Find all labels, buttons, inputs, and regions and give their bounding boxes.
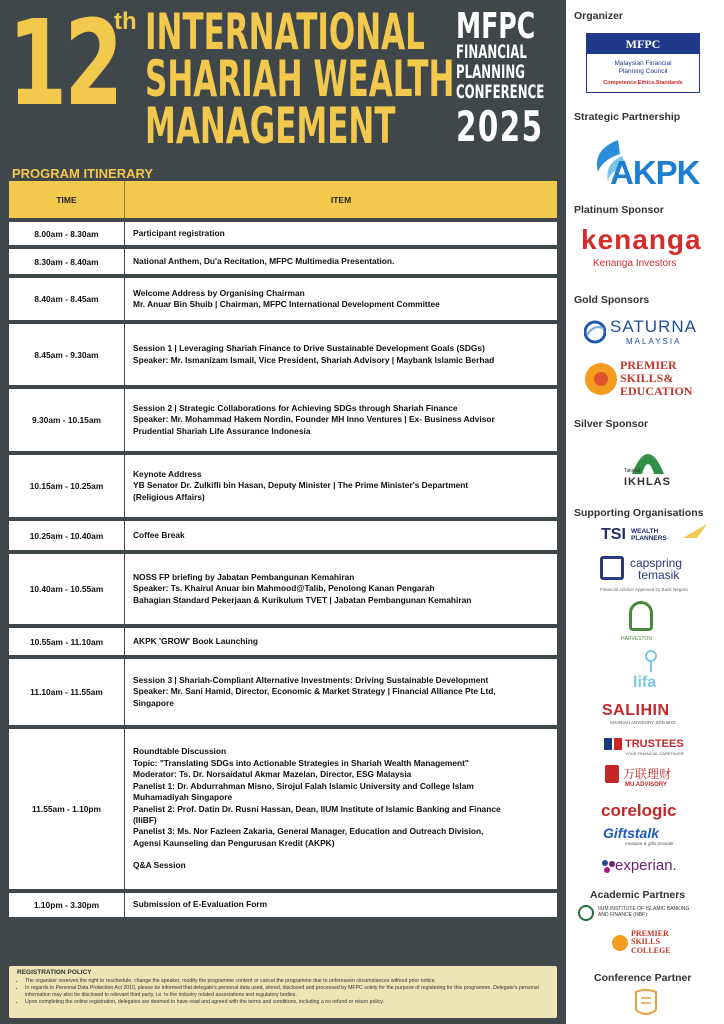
row-item-line: Speaker: Mr. Sani Hamid, Director, Economic & Market Strategy | Financial Alliance Pte Ltd, — [133, 686, 496, 697]
tsi-text: TSI — [601, 526, 626, 543]
conference-partner-logo — [633, 988, 659, 1018]
corelogic-logo: corelogic — [601, 801, 677, 820]
capspring-logo — [600, 556, 712, 596]
row-item — [125, 389, 557, 451]
policy-item: • The organizer reserves the right to reschedule, change the speaker, modify the programme content or cancel the programme due to unforeseen circumstances without prior notice. — [25, 978, 549, 985]
mfpc-tagline: Competence.Ethics.Standards — [603, 79, 683, 86]
salihin-text: SALIHIN — [602, 702, 670, 719]
row-item-line: Muhamadiyah Singapore — [133, 792, 233, 803]
row-item-line: Topic: "Translating SDGs into Actionable Strategies in Shariah Wealth Management" — [133, 757, 469, 768]
row-item — [125, 278, 557, 320]
row-item-line: Speaker: Ts. Khairul Anuar bin Mahmood@Talib, Penolong Kanan Pengarah — [133, 583, 435, 594]
row-item — [125, 554, 557, 624]
title-line-2: SHARIAH WEALTH — [145, 50, 455, 108]
kenanga-text: kenanga — [581, 224, 702, 255]
giftstalk-sub: measure & gifts provider — [625, 841, 674, 846]
row-item-line: Panelist 3: Ms. Nor Fazleen Zakaria, General Manager, Education and Outreach Division, — [133, 826, 484, 837]
kenanga-logo — [581, 224, 711, 269]
iium-emblem-icon — [578, 905, 594, 921]
trustees-logo — [603, 736, 703, 758]
row-item-line: Session 3 | Shariah-Compliant Alternative Investments: Driving Sustainable Development — [133, 674, 489, 685]
mfpc-logo-line-2: Planning Council — [618, 68, 668, 76]
edition-number: 12 — [8, 0, 121, 132]
itinerary-table — [9, 181, 557, 917]
giftstalk-text: Giftstalk — [603, 825, 660, 841]
row-item — [125, 521, 557, 550]
row-item-line: (Religious Affairs) — [133, 491, 205, 502]
row-item — [125, 729, 557, 889]
title-line-1: INTERNATIONAL — [145, 3, 425, 61]
row-time: 8.45am - 9.30am — [9, 324, 125, 385]
premier-text-2: SKILLS& — [620, 371, 674, 385]
row-item-line: Session 1 | Leveraging Shariah Finance to Drive Sustainable Development Goals (SDGs) — [133, 343, 485, 354]
mu-icon — [605, 765, 619, 783]
saturna-text: SATURNA — [610, 317, 697, 336]
table-row — [9, 729, 557, 889]
saturna-icon — [584, 319, 606, 345]
row-item-line: Q&A Session — [133, 860, 186, 871]
trustees-icon — [603, 736, 625, 752]
supporting-heading: Supporting Organisations — [574, 507, 704, 519]
row-item-line: Submission of E-Evaluation Form — [133, 899, 268, 910]
premier-text-1: PREMIER — [620, 358, 677, 372]
mfpc-logo-subtitle — [587, 54, 699, 77]
silver-heading: Silver Sponsor — [574, 418, 649, 430]
row-item-line: YB Senator Dr. Zulkifli bin Hasan, Deputy Minister | The Prime Minister's Department — [133, 480, 469, 491]
harveston-text: HARVESTON — [621, 636, 652, 642]
table-header — [9, 181, 557, 218]
row-time: 9.30am - 10.15am — [9, 389, 125, 451]
premier-text-3: EDUCATION — [620, 384, 693, 398]
premier-college-text — [631, 930, 671, 955]
trustees-text: TRUSTEES — [625, 738, 684, 750]
table-row — [9, 628, 557, 655]
row-time: 10.55am - 11.10am — [9, 628, 125, 655]
giftstalk-logo — [603, 825, 703, 851]
table-row — [9, 278, 557, 320]
ikhlas-small: Takaful — [624, 468, 640, 474]
table-row — [9, 324, 557, 385]
row-item-line: Agensi Kaunseling dan Pengurusan Kredit (AKPK) — [133, 837, 335, 848]
row-item-line: Session 2 | Strategic Collaborations for Achieving SDGs through Shariah Finance — [133, 402, 458, 413]
harveston-logo — [621, 601, 671, 645]
row-item-line: Welcome Address by Organising Chairman — [133, 287, 305, 298]
salihin-sub: SHARIAH ADVISORY SDN BHD — [610, 720, 676, 725]
table-row — [9, 389, 557, 451]
organizer-heading: Organizer — [574, 10, 624, 22]
row-time: 8.30am - 8.40am — [9, 249, 125, 274]
row-item-line: Moderator: Ts. Dr. Norsaidatul Akmar Mazelan, Director, ESG Malaysia — [133, 769, 412, 780]
row-item — [125, 659, 557, 725]
row-item-line: Prudential Shariah Life Assurance Indonesia — [133, 425, 311, 436]
iiibf-logo — [578, 905, 718, 923]
table-row — [9, 249, 557, 274]
row-item-line: National Anthem, Du'a Recitation, MFPC Multimedia Presentation. — [133, 255, 395, 266]
row-item — [125, 222, 557, 245]
partner-emblem-icon — [633, 988, 659, 1018]
lifa-text: lifa — [633, 674, 657, 691]
gold-heading: Gold Sponsors — [574, 294, 650, 306]
kenanga-sub: Kenanga Investors — [593, 258, 677, 269]
saturna-logo — [584, 317, 714, 349]
row-item-line: (IIiBF) — [133, 814, 157, 825]
salihin-logo — [602, 702, 710, 730]
mfpc-logo — [586, 33, 700, 93]
akpk-text: AKPK — [610, 154, 700, 191]
table-row — [9, 893, 557, 917]
sub-line-1: FINANCIAL — [456, 41, 527, 63]
row-item-line: Speaker: Mr. Mohammad Hakem Nordin, Founder MH Inno Ventures | Ex- Business Advisor — [133, 414, 495, 425]
edition-ordinal: th — [114, 8, 137, 35]
conference-year: 2025 — [456, 102, 544, 151]
premier-college-line-3: COLLEGE — [631, 945, 671, 955]
row-time: 10.25am - 10.40am — [9, 521, 125, 550]
row-time: 10.15am - 10.25am — [9, 455, 125, 517]
policy-item: • Upon completing the online registration, delegates are deemed to have read and agreed with the terms and conditions, including a no refund or return policy. — [25, 999, 549, 1006]
premier-college-logo — [611, 930, 685, 964]
policy-title: REGISTRATION POLICY — [17, 969, 92, 976]
mu-sub: MU ADVISORY — [625, 782, 667, 788]
ikhlas-logo — [618, 440, 678, 492]
row-item-line: Singapore — [133, 697, 174, 708]
platinum-heading: Platinum Sponsor — [574, 204, 664, 216]
tsi-arrow-icon — [683, 524, 707, 538]
college-sunburst-icon — [611, 934, 629, 952]
lifa-logo — [631, 650, 671, 694]
capspring-icon — [600, 556, 624, 580]
mu-text: 万联理财 — [623, 767, 672, 781]
row-item-line: Panelist 1: Dr. Abdurrahman Misno, Sirojul Falah Islamic University and College Islam — [133, 780, 474, 791]
row-item-line: Speaker: Mr. Ismanizam Ismail, Vice President, Shariah Advisory | Maybank Islamic Berhad — [133, 354, 495, 365]
mfpc-logo-text: MFPC — [587, 34, 699, 54]
row-item-line: Panelist 2: Prof. Datin Dr. Rusni Hassan, Dean, IIUM Institute of Islamic Banking and Finance — [133, 803, 501, 814]
row-item — [125, 249, 557, 274]
row-item-line: NOSS FP briefing by Jabatan Pembangunan Kemahiran — [133, 571, 355, 582]
iiibf-text: IIUM INSTITUTE OF ISLAMIC BANKING AND FINANCE (IIiBF) — [598, 906, 690, 918]
row-item-line: Participant registration — [133, 227, 225, 238]
row-time: 8.40am - 8.45am — [9, 278, 125, 320]
row-time: 1.10pm - 3.30pm — [9, 893, 125, 917]
row-item-line: Keynote Address — [133, 468, 202, 479]
mfpc-logo-line-1: Malaysian Financial — [614, 60, 672, 67]
tsi-sub: WEALTH PLANNERS — [631, 528, 667, 543]
col-item-header: ITEM — [330, 194, 352, 205]
program-itinerary-title: PROGRAM ITINERARY — [12, 166, 154, 181]
line-gap — [133, 849, 549, 860]
row-item-line: Mr. Anuar Bin Shuib | Chairman, MFPC International Development Committee — [133, 299, 440, 309]
premier-skills-logo — [584, 358, 712, 402]
title-line-3: MANAGEMENT — [145, 97, 396, 155]
row-item-line: Roundtable Discussion — [133, 746, 227, 757]
row-item-line: AKPK 'GROW' Book Launching — [133, 635, 258, 646]
org-short: MFPC — [456, 6, 536, 47]
conference-partner-heading: Conference Partner — [594, 972, 692, 984]
sub-line-2: PLANNING — [456, 61, 525, 83]
policy-item: • In regards to Personal Data Protection Act 2010, please be informed that delegate's personal data used, stored, disclosed and processed by MFPC solely for the purpose of registering for this programme. Delegate's personal information may also be disclosed to relevant third party, i.e. to the industry related associations and regulatory bodies. — [25, 985, 549, 999]
mu-advisory-logo — [605, 765, 695, 795]
experian-logo — [601, 857, 691, 879]
col-time-header: TIME — [9, 181, 125, 218]
strategic-heading: Strategic Partnership — [574, 111, 681, 123]
row-item-line: Coffee Break — [133, 529, 185, 540]
lifa-icon — [643, 650, 659, 672]
experian-text: experian. — [615, 857, 677, 874]
ikhlas-text: IKHLAS — [624, 476, 671, 488]
registration-policy — [9, 966, 557, 1018]
table-row — [9, 222, 557, 245]
premier-college-line-2: SKILLS — [631, 937, 660, 947]
row-item — [125, 455, 557, 517]
table-row — [9, 554, 557, 624]
row-time: 11.10am - 11.55am — [9, 659, 125, 725]
table-row — [9, 659, 557, 725]
akpk-logo — [588, 136, 700, 192]
harveston-icon — [629, 601, 653, 631]
row-time: 10.40am - 10.55am — [9, 554, 125, 624]
capspring-text: capspring — [630, 556, 683, 570]
row-time: 8.00am - 8.30am — [9, 222, 125, 245]
row-item — [125, 324, 557, 385]
row-item-line: Bahagian Standard Pekerjaan & Kurikulum TVET | Jabatan Pembangunan Kemahiran — [133, 594, 472, 605]
sub-line-3: CONFERENCE — [456, 81, 545, 103]
saturna-sub: MALAYSIA — [626, 337, 682, 346]
academic-heading: Academic Partners — [590, 889, 686, 901]
row-item — [125, 893, 557, 917]
trustees-sub: YOUR FINANCIAL CARETAKER — [625, 751, 684, 756]
premier-college-line-1: PREMIER — [631, 929, 669, 938]
table-row — [9, 455, 557, 517]
row-item — [125, 628, 557, 655]
capspring-text-2: temasik — [638, 568, 680, 582]
sunburst-icon — [584, 362, 618, 396]
tsi-logo — [601, 524, 711, 546]
row-time: 11.55am - 1.10pm — [9, 729, 125, 889]
table-row — [9, 521, 557, 550]
capspring-sub: Financial Advisor Approved by Bank Negara — [600, 587, 688, 592]
